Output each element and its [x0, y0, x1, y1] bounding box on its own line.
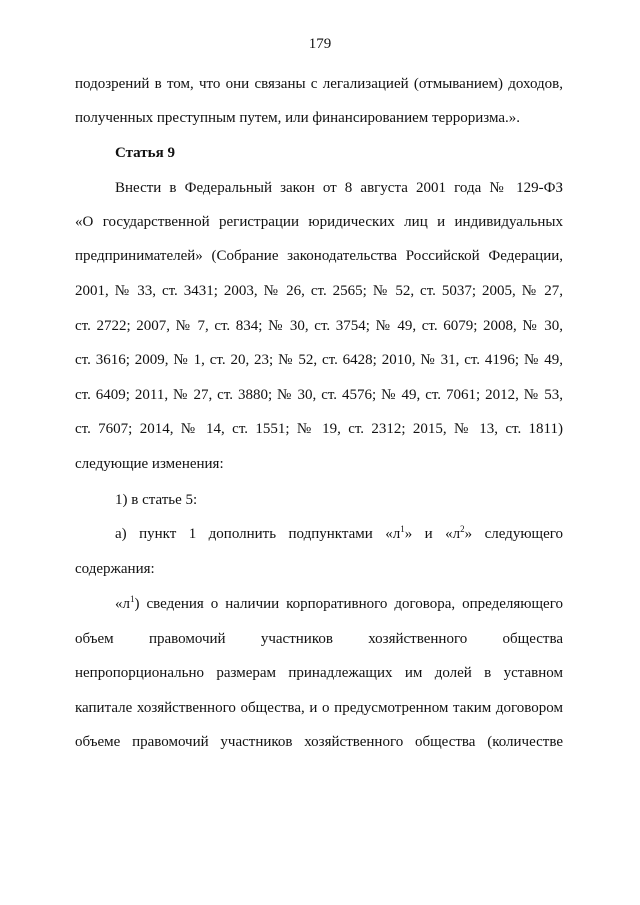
quote-line-3: непропорционально размерам принадлежащих им долей в уставном [75, 665, 563, 681]
paragraph-line: следующие изменения: [75, 456, 224, 472]
paragraph-line: Внести в Федеральный закон от 8 августа 2001 года № 129-ФЗ [115, 180, 563, 196]
quote-line-1-text: ) сведения о наличии корпоративного договора, определяющего [134, 596, 563, 612]
intro-line-2: полученных преступным путем, или финансированием терроризма.». [75, 110, 521, 126]
page-number: 179 [308, 36, 332, 52]
paragraph-line: «О государственной регистрации юридических лиц и индивидуальных [75, 214, 563, 230]
quote-line-4: капитале хозяйственного общества, и о предусмотренном таким договором [75, 700, 563, 716]
quote-line-5: объеме правомочий участников хозяйственного общества (количестве [75, 734, 563, 750]
paragraph-line: предпринимателей» (Собрание законодательства Российской Федерации, [75, 248, 563, 264]
subitem-a-line-1 [115, 524, 563, 544]
list-item-1: 1) в статье 5: [115, 492, 198, 508]
paragraph-line: ст. 2722; 2007, № 7, ст. 834; № 30, ст. 3754; № 49, ст. 6079; 2008, № 30, [75, 318, 563, 334]
paragraph-line: ст. 3616; 2009, № 1, ст. 20, 23; № 52, ст. 6428; 2010, № 31, ст. 4196; № 49, [75, 352, 563, 368]
superscript-2: 2 [460, 524, 465, 534]
paragraph-line: 2001, № 33, ст. 3431; 2003, № 26, ст. 2565; № 52, ст. 5037; 2005, № 27, [75, 283, 563, 299]
paragraph-line: ст. 6409; 2011, № 27, ст. 3880; № 30, ст. 4576; № 49, ст. 7061; 2012, № 53, [75, 387, 563, 403]
quote-open: «л [115, 596, 130, 612]
subitem-a-text-3: » следующего [464, 526, 564, 542]
quote-line-1 [115, 594, 563, 614]
quote-line-2: объем правомочий участников хозяйственного общества [75, 631, 563, 647]
superscript-1: 1 [400, 524, 405, 534]
subitem-a-line-2: содержания: [75, 561, 155, 577]
intro-line-1: подозрений в том, что они связаны с легализацией (отмыванием) доходов, [75, 76, 563, 92]
subitem-a-text-1: а) пункт 1 дополнить подпунктами «л [115, 526, 401, 542]
article-heading: Статья 9 [115, 145, 175, 161]
quote-superscript: 1 [130, 594, 135, 604]
paragraph-line: ст. 7607; 2014, № 14, ст. 1551; № 19, ст. 2312; 2015, № 13, ст. 1811) [75, 421, 563, 437]
subitem-a-text-2: » и «л [404, 526, 461, 542]
